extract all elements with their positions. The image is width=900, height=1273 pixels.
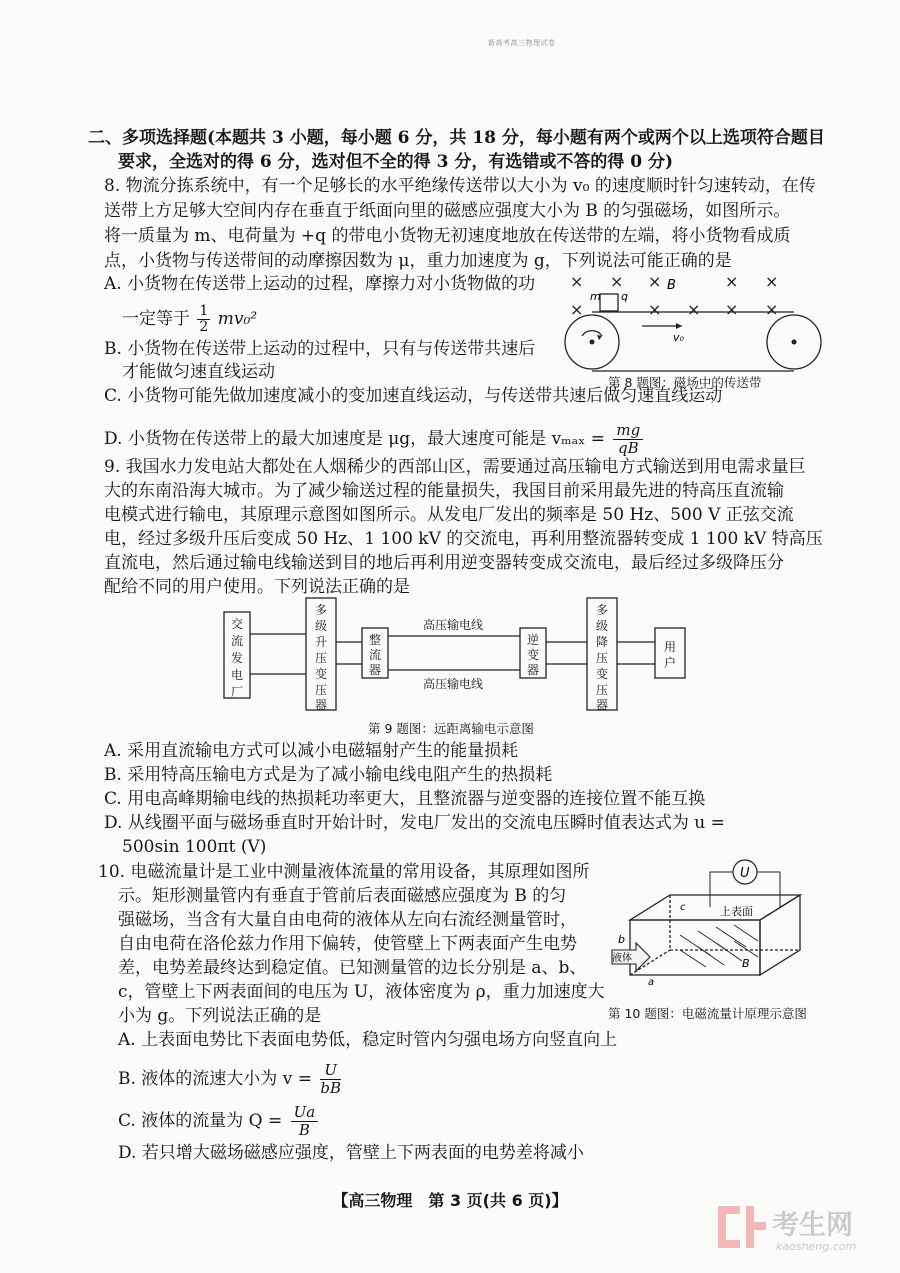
q8-option-c: C. 小货物可能先做加速度减小的变加速直线运动，与传送带共速后做匀速直线运动	[104, 386, 723, 406]
q8-label-b: B	[667, 278, 676, 293]
watermark-url: kaosheng.com	[776, 1240, 857, 1253]
svg-text:×: ×	[570, 300, 584, 319]
q10-flowmeter-figure	[610, 855, 815, 985]
q10-label-liquid: 液体	[612, 953, 632, 964]
q9-figure-caption: 第 9 题图：远距离输电示意图	[368, 721, 534, 736]
q9-stem-line1: 9. 我国水力发电站大都处在人烟稀少的西部山区，需要通过高压输电方式输送到用电需求量巨	[104, 457, 806, 477]
q10-label-top: 上表面	[720, 905, 753, 918]
svg-text:×: ×	[725, 300, 739, 319]
q10-option-c	[118, 1104, 318, 1139]
q9-stem-line5: 直流电，然后通过输电线输送到目的地后再利用逆变器转变成交流电，最后经过多级降压分	[104, 553, 784, 573]
measuring-tube	[630, 895, 800, 975]
q10-option-a: A. 上表面电势比下表面电势低，稳定时管内匀强电场方向竖直向上	[118, 1030, 618, 1050]
svg-text:×: ×	[765, 300, 779, 319]
q8-option-a-frac-den: 2	[199, 319, 209, 335]
q10-label-c: c	[680, 902, 686, 913]
q10-option-b-num: U	[320, 1062, 341, 1080]
q9-option-b: B. 采用特高压输电方式是为了减小输电线电阻产生的热损耗	[104, 765, 553, 785]
label-step-up: 多级升压变压器	[314, 603, 328, 712]
q8-option-a-line2	[122, 304, 257, 335]
watermark-brand: 考生网	[772, 1210, 853, 1241]
q8-option-d-num: mg	[613, 422, 643, 440]
conveyor-belt	[565, 312, 821, 371]
q10-option-d: D. 若只增大磁场磁感应强度，管壁上下两表面的电势差将减小	[118, 1143, 584, 1163]
q8-label-m: m	[590, 290, 601, 303]
q9-stem-line2: 大的东南沿海大城市。为了减少输送过程的能量损失，我国目前采用最先进的特高压直流输	[104, 481, 784, 501]
label-rectifier: 整流器	[368, 633, 382, 677]
q8-stem-line1: 8. 物流分拣系统中，有一个足够长的水平绝缘传送带以大小为 v₀ 的速度顺时针匀速转动，在传	[104, 176, 816, 196]
q8-option-a-prefix: 一定等于	[122, 309, 190, 329]
q10-label-b: b	[618, 933, 625, 946]
q9-option-d-line2: 500sin 100πt (V)	[122, 837, 267, 857]
q8-label-v0: v₀	[673, 331, 684, 344]
q10-option-b-text: B. 液体的流速大小为 v =	[118, 1069, 312, 1089]
label-line-top: 高压输电线	[422, 618, 484, 632]
q8-option-d-den: qB	[618, 439, 639, 457]
q9-option-c: C. 用电高峰期输电线的热损耗功率更大，且整流器与逆变器的连接位置不能互换	[104, 789, 706, 809]
q10-stem-line2: 示。矩形测量管内有垂直于管前后表面磁感应强度为 B 的匀	[118, 886, 567, 906]
q8-figure-caption: 第 8 题图：磁场中的传送带	[608, 375, 762, 390]
q9-option-d-line1: D. 从线圈平面与磁场垂直时开始计时，发电厂发出的交流电压瞬时值表达式为 u =	[104, 813, 725, 833]
q9-stem-line6: 配给不同的用户使用。下列说法正确的是	[104, 577, 410, 597]
q8-stem-line4: 点，小货物与传送带间的动摩擦因数为 μ，重力加速度为 g，下列说法可能正确的是	[104, 251, 732, 271]
svg-text:×: ×	[648, 272, 662, 291]
page-footer: 【高三物理 第 3 页(共 6 页)】	[332, 1191, 568, 1210]
label-inverter: 逆变器	[526, 633, 540, 677]
label-generator: 交流发电厂	[230, 617, 244, 699]
q10-label-bfield: B	[742, 957, 750, 970]
q9-stem-line3: 电模式进行输电，其原理示意图如图所示。从发电厂发出的频率是 50 Hz、500 V 正弦交流	[104, 505, 794, 525]
svg-text:×: ×	[765, 272, 779, 291]
q10-option-c-num: Ua	[291, 1104, 319, 1122]
q10-label-a: a	[648, 977, 655, 985]
q8-option-d	[104, 422, 643, 457]
section-title-line1: 二、多项选择题(本题共 3 小题，每小题 6 分，共 18 分，每小题有两个或两个以上选项符合题目	[88, 128, 825, 148]
q8-option-d-text: D. 小货物在传送带上的最大加速度是 μg，最大速度可能是 vₘₐₓ =	[104, 429, 606, 449]
svg-text:×: ×	[570, 272, 584, 291]
q9-stem-line4: 电，经过多级升压后变成 50 Hz、1 100 kV 的交流电，再利用整流器转变成 1 100 kV 特高压	[104, 529, 823, 549]
q10-option-b	[118, 1062, 341, 1097]
label-line-bottom: 高压输电线	[422, 677, 484, 691]
svg-text:×: ×	[648, 300, 662, 319]
cargo-box	[600, 294, 618, 311]
q8-stem-line2: 送带上方足够大空间内存在垂直于纸面向里的磁感应强度大小为 B 的匀强磁场，如图所示。	[104, 201, 791, 221]
velocity-arrow	[642, 323, 682, 329]
q10-stem-line7: 小为 g。下列说法正确的是	[118, 1006, 322, 1026]
q10-stem-line1: 10. 电磁流量计是工业中测量液体流量的常用设备，其原理如图所	[98, 862, 590, 882]
q8-option-b-line2: 才能做匀速直线运动	[122, 362, 275, 382]
q8-option-a-tail: mv₀²	[217, 309, 258, 329]
q10-stem-line6: c，管壁上下两表面间的电压为 U，液体密度为 ρ，重力加速度大	[118, 982, 605, 1002]
header-mark: 新高考高三物理试卷	[488, 39, 556, 47]
q10-stem-line4: 自由电荷在洛伦兹力作用下偏转，使管壁上下两表面产生电势	[118, 934, 577, 954]
svg-text:×: ×	[725, 272, 739, 291]
connection-lines	[250, 634, 655, 674]
label-user: 用户	[663, 640, 677, 670]
q10-option-c-text: C. 液体的流量为 Q =	[118, 1111, 283, 1131]
q10-option-c-den: B	[298, 1121, 310, 1139]
section-title-line2: 要求，全选对的得 6 分，选对但不全的得 3 分，有选错或不答的得 0 分)	[118, 152, 674, 172]
q10-option-b-den: bB	[320, 1079, 341, 1097]
label-step-down: 多级降压变压器	[595, 603, 609, 712]
svg-text:×: ×	[610, 272, 624, 291]
q9-transmission-figure	[222, 596, 692, 716]
q8-label-q: q	[621, 290, 628, 303]
q10-figure-caption: 第 10 题图：电磁流量计原理示意图	[608, 1006, 807, 1021]
q8-conveyor-figure	[560, 270, 830, 375]
q8-option-a-line1: A. 小货物在传送带上运动的过程，摩擦力对小货物做的功	[104, 274, 536, 294]
q8-option-a-frac-num: 1	[199, 303, 209, 319]
svg-text:×: ×	[687, 300, 701, 319]
q8-option-b-line1: B. 小货物在传送带上运动的过程中，只有与传送带共速后	[104, 339, 536, 359]
q10-stem-line5: 差，电势差最终达到稳定值。已知测量管的边长分别是 a、b、	[118, 958, 587, 978]
q10-stem-line3: 强磁场，当含有大量自由电荷的液体从左向右流经测量管时，	[118, 910, 577, 930]
q9-option-a: A. 采用直流输电方式可以减小电磁辐射产生的能量损耗	[104, 741, 519, 761]
q10-label-u: U	[740, 866, 750, 881]
q8-stem-line3: 将一质量为 m、电荷量为 +q 的带电小货物无初速度地放在传送带的左端，将小货物看成质	[104, 226, 791, 246]
